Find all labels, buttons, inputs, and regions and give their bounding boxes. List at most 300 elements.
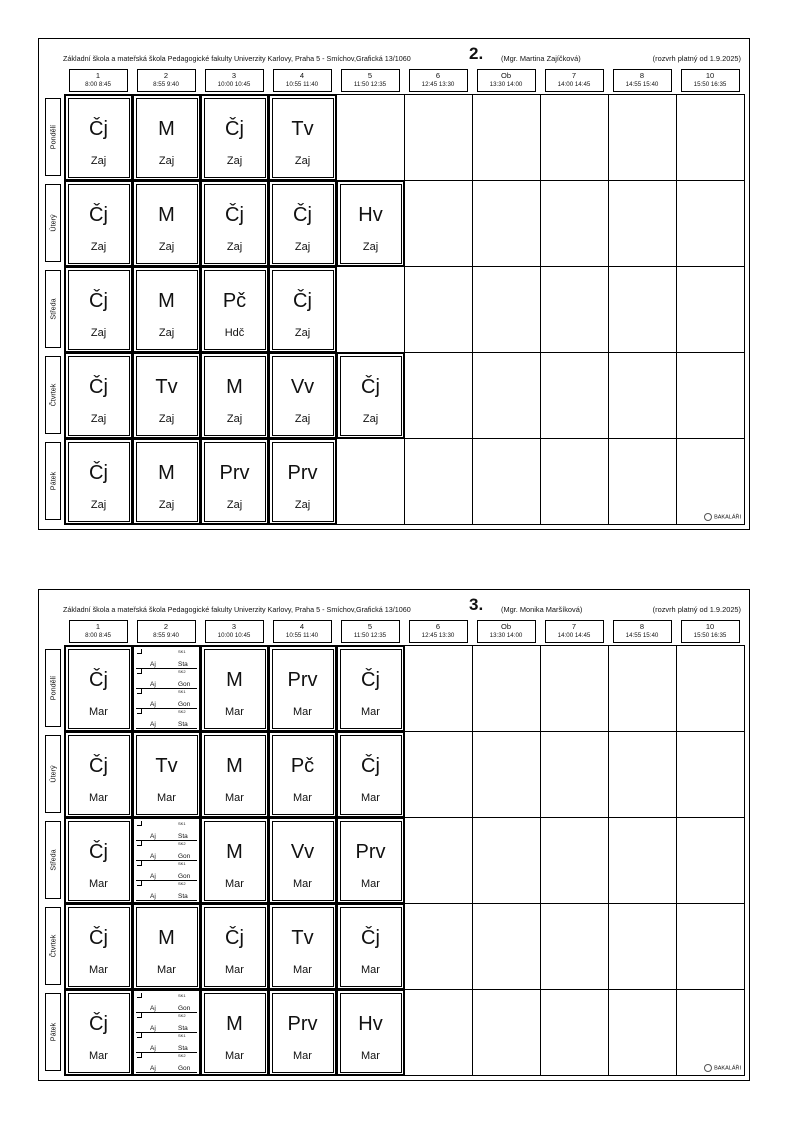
day-name: Úterý	[48, 765, 58, 783]
period-time: 13:30 14:00	[489, 632, 523, 639]
period-time: 10:55 11:40	[285, 632, 319, 639]
grid-cell	[404, 817, 473, 904]
lesson-subject: Čj	[225, 118, 244, 140]
group-teacher: Gon	[178, 701, 191, 708]
group-lesson	[136, 993, 197, 1013]
grid-cell	[608, 266, 677, 353]
lesson-subject: Čj	[89, 841, 108, 863]
grid-cell	[540, 352, 609, 439]
period-cell	[205, 69, 264, 92]
group-lesson	[136, 1053, 197, 1073]
grid-cell	[676, 180, 745, 267]
day-name: Pátek	[48, 1022, 58, 1042]
timetable-class-3	[38, 589, 750, 1081]
grid-cell	[676, 645, 745, 732]
period-time: 13:30 14:00	[489, 81, 523, 88]
period-time: 12:45 13:30	[421, 81, 455, 88]
day-name: Pátek	[48, 471, 58, 491]
group-marker-icon	[137, 993, 142, 998]
school-name: Základní škola a mateřská škola Pedagogické fakulty Univerzity Karlovy, Praha 5 - Smíchov,Grafická 13/1060	[63, 54, 411, 63]
lesson-teacher: Mar	[225, 1050, 244, 1062]
grid-cell	[540, 266, 609, 353]
period-number: 5	[367, 71, 373, 80]
day-label	[45, 98, 61, 176]
lesson-teacher: Mar	[157, 792, 176, 804]
period-time: 14:00 14:45	[557, 632, 591, 639]
group-lesson	[136, 1033, 197, 1053]
group-marker-icon	[137, 881, 142, 886]
lesson-subject: Čj	[89, 1013, 108, 1035]
lesson-card	[337, 353, 404, 438]
logo-text: BAKALÁŘI	[714, 514, 741, 521]
grid-cell	[540, 180, 609, 267]
group-subject: Aj	[150, 721, 156, 728]
lesson-teacher: Mar	[361, 878, 380, 890]
grid-cell	[472, 266, 541, 353]
lesson-split	[133, 646, 200, 731]
lesson-subject: Prv	[287, 462, 318, 484]
lesson-subject: Hv	[358, 1013, 383, 1035]
group-code: SK2	[178, 881, 186, 886]
lesson-teacher: Mar	[293, 964, 312, 976]
group-lesson	[136, 649, 197, 669]
period-cell	[545, 620, 604, 643]
lesson-subject: Tv	[155, 755, 178, 777]
period-cell	[681, 620, 740, 643]
grid-cell	[336, 94, 405, 181]
lesson-teacher: Zaj	[362, 413, 379, 425]
lesson-card	[65, 990, 132, 1075]
group-lesson	[136, 821, 197, 841]
grid-cell	[472, 731, 541, 818]
lesson-teacher: Zaj	[158, 499, 175, 511]
period-cell	[613, 69, 672, 92]
period-cell	[273, 69, 332, 92]
lesson-card	[201, 732, 268, 817]
grid-cell	[676, 989, 745, 1076]
lesson-subject: Čj	[89, 290, 108, 312]
bakalari-icon	[704, 513, 712, 521]
grid-cell	[540, 94, 609, 181]
group-teacher: Sta	[178, 893, 188, 900]
period-number: 3	[231, 71, 237, 80]
group-code: SK1	[178, 993, 186, 998]
period-cell	[681, 69, 740, 92]
period-time: 14:00 14:45	[557, 81, 591, 88]
lesson-teacher: Mar	[89, 1050, 108, 1062]
valid-from: (rozvrh platný od 1.9.2025)	[652, 54, 741, 63]
lesson-card	[337, 181, 404, 266]
period-time: 11:50 12:35	[353, 81, 387, 88]
lesson-teacher: Mar	[225, 792, 244, 804]
lesson-card	[269, 267, 336, 352]
grid-cell	[404, 731, 473, 818]
day-name: Pondělí	[48, 675, 58, 701]
period-time: 8:55 9:40	[153, 81, 179, 88]
day-name: Středa	[48, 849, 58, 871]
day-name: Středa	[48, 298, 58, 320]
group-marker-icon	[137, 1033, 142, 1038]
grid-cell	[608, 94, 677, 181]
bakalari-logo	[704, 1064, 741, 1072]
day-label	[45, 356, 61, 434]
group-teacher: Gon	[178, 1065, 191, 1072]
grid-cell	[472, 438, 541, 525]
group-subject: Aj	[150, 1045, 156, 1052]
day-label	[45, 649, 61, 727]
lesson-card	[201, 353, 268, 438]
lesson-subject: Tv	[291, 927, 314, 949]
lesson-teacher: Mar	[293, 792, 312, 804]
lesson-teacher: Mar	[225, 706, 244, 718]
group-code: SK1	[178, 821, 186, 826]
group-code: SK2	[178, 1053, 186, 1058]
lesson-teacher: Mar	[361, 792, 380, 804]
lesson-teacher: Zaj	[158, 241, 175, 253]
lesson-teacher: Zaj	[90, 155, 107, 167]
day-label	[45, 907, 61, 985]
lesson-teacher: Zaj	[226, 413, 243, 425]
lesson-subject: Pč	[290, 755, 315, 777]
lesson-card	[269, 181, 336, 266]
lesson-subject: Čj	[89, 669, 108, 691]
period-time: 8:00 8:45	[85, 632, 111, 639]
period-number: 8	[639, 622, 645, 631]
lesson-card	[269, 904, 336, 989]
period-number: 3	[231, 622, 237, 631]
period-time: 14:55 15:40	[625, 81, 659, 88]
lesson-card	[65, 646, 132, 731]
lesson-card	[337, 818, 404, 903]
day-name: Čtvrtek	[48, 934, 58, 958]
period-number: 6	[435, 622, 441, 631]
group-code: SK1	[178, 1033, 186, 1038]
lesson-subject: Čj	[89, 462, 108, 484]
lesson-subject: Vv	[290, 376, 315, 398]
group-subject: Aj	[150, 893, 156, 900]
grid-cell	[540, 989, 609, 1076]
lesson-card	[65, 818, 132, 903]
lesson-subject: Hv	[358, 204, 383, 226]
lesson-card	[133, 439, 200, 524]
lesson-card	[201, 181, 268, 266]
day-name: Čtvrtek	[48, 383, 58, 407]
period-cell	[137, 69, 196, 92]
lesson-subject: Čj	[361, 669, 380, 691]
lesson-teacher: Mar	[361, 1050, 380, 1062]
lesson-teacher: Zaj	[226, 499, 243, 511]
lesson-teacher: Mar	[293, 878, 312, 890]
lesson-card	[269, 990, 336, 1075]
group-lesson	[136, 689, 197, 709]
lesson-subject: Čj	[225, 927, 244, 949]
lesson-subject: Čj	[293, 290, 312, 312]
class-label: 2.	[469, 44, 484, 63]
grid-cell	[472, 817, 541, 904]
period-number: Ob	[500, 622, 511, 631]
lesson-card	[201, 439, 268, 524]
grid-cell	[676, 352, 745, 439]
group-teacher: Sta	[178, 833, 188, 840]
lesson-card	[133, 95, 200, 180]
group-teacher: Sta	[178, 1045, 188, 1052]
lesson-subject: Prv	[287, 1013, 318, 1035]
class-label: 3.	[469, 595, 484, 614]
lesson-card	[337, 990, 404, 1075]
lesson-subject: Čj	[225, 204, 244, 226]
day-label	[45, 270, 61, 348]
group-lesson	[136, 709, 197, 729]
group-code: SK1	[178, 649, 186, 654]
grid-cell	[336, 266, 405, 353]
bakalari-icon	[704, 1064, 712, 1072]
timetable-header	[39, 590, 749, 614]
lesson-card	[65, 267, 132, 352]
grid-cell	[676, 94, 745, 181]
grid-cell	[404, 266, 473, 353]
lesson-card	[65, 181, 132, 266]
lesson-card	[133, 181, 200, 266]
lesson-subject: Čj	[89, 376, 108, 398]
group-subject: Aj	[150, 1005, 156, 1012]
grid-cell	[676, 731, 745, 818]
group-teacher: Sta	[178, 661, 188, 668]
group-subject: Aj	[150, 1065, 156, 1072]
lesson-teacher: Mar	[225, 964, 244, 976]
grid-cell	[608, 352, 677, 439]
grid-cell	[472, 903, 541, 990]
lesson-teacher: Hdč	[224, 327, 245, 339]
group-teacher: Gon	[178, 873, 191, 880]
grid-cell	[404, 438, 473, 525]
day-name: Úterý	[48, 214, 58, 232]
lesson-subject: Čj	[361, 927, 380, 949]
lesson-card	[65, 904, 132, 989]
lesson-teacher: Zaj	[294, 241, 311, 253]
group-code: SK2	[178, 1013, 186, 1018]
lesson-teacher: Mar	[225, 878, 244, 890]
day-label	[45, 735, 61, 813]
class-teacher: (Mgr. Monika Maršíková)	[501, 605, 583, 614]
lesson-subject: Čj	[89, 755, 108, 777]
group-teacher: Gon	[178, 1005, 191, 1012]
lesson-card	[201, 267, 268, 352]
period-time: 15:50 16:35	[693, 632, 727, 639]
lesson-card	[201, 818, 268, 903]
lesson-teacher: Mar	[89, 878, 108, 890]
lesson-teacher: Mar	[361, 964, 380, 976]
lesson-teacher: Zaj	[294, 499, 311, 511]
period-time: 10:00 10:45	[217, 81, 251, 88]
group-subject: Aj	[150, 681, 156, 688]
period-number: 1	[95, 71, 101, 80]
lesson-teacher: Zaj	[90, 327, 107, 339]
valid-from: (rozvrh platný od 1.9.2025)	[652, 605, 741, 614]
lesson-subject: Čj	[293, 204, 312, 226]
period-cell	[69, 69, 128, 92]
period-time: 10:00 10:45	[217, 632, 251, 639]
lesson-card	[269, 732, 336, 817]
lesson-card	[337, 904, 404, 989]
grid-cell	[540, 438, 609, 525]
group-marker-icon	[137, 821, 142, 826]
group-teacher: Gon	[178, 681, 191, 688]
grid-cell	[404, 989, 473, 1076]
period-number: 1	[95, 622, 101, 631]
group-marker-icon	[137, 649, 142, 654]
lesson-subject: Pč	[222, 290, 247, 312]
period-header	[65, 69, 745, 93]
lesson-teacher: Mar	[89, 964, 108, 976]
timetable-header	[39, 39, 749, 63]
period-header	[65, 620, 745, 644]
lesson-card	[201, 990, 268, 1075]
lesson-subject: Čj	[89, 927, 108, 949]
period-time: 8:55 9:40	[153, 632, 179, 639]
period-cell	[477, 620, 536, 643]
period-number: Ob	[500, 71, 511, 80]
lesson-card	[269, 439, 336, 524]
lesson-subject: M	[226, 755, 243, 777]
lesson-subject: Čj	[361, 755, 380, 777]
period-number: 10	[705, 622, 715, 631]
lesson-card	[65, 353, 132, 438]
grid-cell	[676, 903, 745, 990]
group-marker-icon	[137, 689, 142, 694]
grid-cell	[608, 731, 677, 818]
grid-cell	[608, 180, 677, 267]
lesson-subject: M	[226, 669, 243, 691]
period-number: 2	[163, 622, 169, 631]
group-code: SK1	[178, 689, 186, 694]
grid-cell	[608, 903, 677, 990]
lesson-teacher: Zaj	[294, 327, 311, 339]
lesson-card	[337, 646, 404, 731]
group-subject: Aj	[150, 873, 156, 880]
lesson-card	[65, 95, 132, 180]
lesson-teacher: Zaj	[158, 155, 175, 167]
period-cell	[409, 620, 468, 643]
group-marker-icon	[137, 669, 142, 674]
lesson-card	[269, 818, 336, 903]
grid-cell	[404, 645, 473, 732]
lesson-card	[201, 646, 268, 731]
period-number: 6	[435, 71, 441, 80]
lesson-teacher: Zaj	[294, 155, 311, 167]
group-marker-icon	[137, 841, 142, 846]
period-time: 11:50 12:35	[353, 632, 387, 639]
group-lesson	[136, 861, 197, 881]
lesson-teacher: Mar	[89, 706, 108, 718]
grid-cell	[676, 817, 745, 904]
period-number: 5	[367, 622, 373, 631]
lesson-teacher: Mar	[89, 792, 108, 804]
lesson-split	[133, 990, 200, 1075]
period-number: 4	[299, 71, 305, 80]
lesson-subject: Tv	[291, 118, 314, 140]
grid-cell	[540, 731, 609, 818]
lesson-subject: M	[226, 841, 243, 863]
period-cell	[69, 620, 128, 643]
grid-cell	[472, 94, 541, 181]
lesson-card	[133, 267, 200, 352]
day-name: Pondělí	[48, 124, 58, 150]
lesson-card	[201, 95, 268, 180]
lesson-teacher: Zaj	[90, 241, 107, 253]
grid-cell	[472, 352, 541, 439]
grid-cell	[472, 180, 541, 267]
timetable-class-2	[38, 38, 750, 530]
group-marker-icon	[137, 861, 142, 866]
grid-cell	[676, 266, 745, 353]
day-label	[45, 821, 61, 899]
day-label	[45, 184, 61, 262]
grid-cell	[540, 817, 609, 904]
lesson-subject: M	[226, 376, 243, 398]
grid-cell	[404, 94, 473, 181]
lesson-card	[269, 353, 336, 438]
group-marker-icon	[137, 1013, 142, 1018]
lesson-subject: Čj	[89, 118, 108, 140]
period-time: 8:00 8:45	[85, 81, 111, 88]
group-lesson	[136, 669, 197, 689]
day-label	[45, 993, 61, 1071]
lesson-card	[337, 732, 404, 817]
period-number: 4	[299, 622, 305, 631]
period-number: 7	[571, 71, 577, 80]
period-number: 8	[639, 71, 645, 80]
period-cell	[273, 620, 332, 643]
lesson-teacher: Mar	[361, 706, 380, 718]
grid-cell	[608, 438, 677, 525]
group-subject: Aj	[150, 701, 156, 708]
lesson-card	[65, 439, 132, 524]
lesson-card	[201, 904, 268, 989]
grid-cell	[608, 817, 677, 904]
lesson-teacher: Zaj	[362, 241, 379, 253]
period-cell	[545, 69, 604, 92]
lesson-teacher: Zaj	[226, 155, 243, 167]
grid-cell	[608, 989, 677, 1076]
group-teacher: Gon	[178, 853, 191, 860]
lesson-teacher: Zaj	[158, 327, 175, 339]
group-teacher: Sta	[178, 721, 188, 728]
lesson-teacher: Mar	[157, 964, 176, 976]
class-teacher: (Mgr. Martina Zajíčková)	[501, 54, 581, 63]
lesson-card	[133, 904, 200, 989]
group-marker-icon	[137, 709, 142, 714]
lesson-subject: Tv	[155, 376, 178, 398]
lesson-card	[133, 732, 200, 817]
lesson-teacher: Mar	[293, 706, 312, 718]
period-time: 10:55 11:40	[285, 81, 319, 88]
grid-cell	[676, 438, 745, 525]
group-lesson	[136, 841, 197, 861]
group-subject: Aj	[150, 853, 156, 860]
lesson-grid	[64, 645, 746, 1075]
lesson-split	[133, 818, 200, 903]
period-number: 2	[163, 71, 169, 80]
lesson-subject: Prv	[219, 462, 250, 484]
period-cell	[341, 69, 400, 92]
group-subject: Aj	[150, 833, 156, 840]
group-lesson	[136, 1013, 197, 1033]
period-cell	[205, 620, 264, 643]
grid-cell	[540, 645, 609, 732]
period-cell	[477, 69, 536, 92]
lesson-teacher: Zaj	[226, 241, 243, 253]
period-cell	[341, 620, 400, 643]
